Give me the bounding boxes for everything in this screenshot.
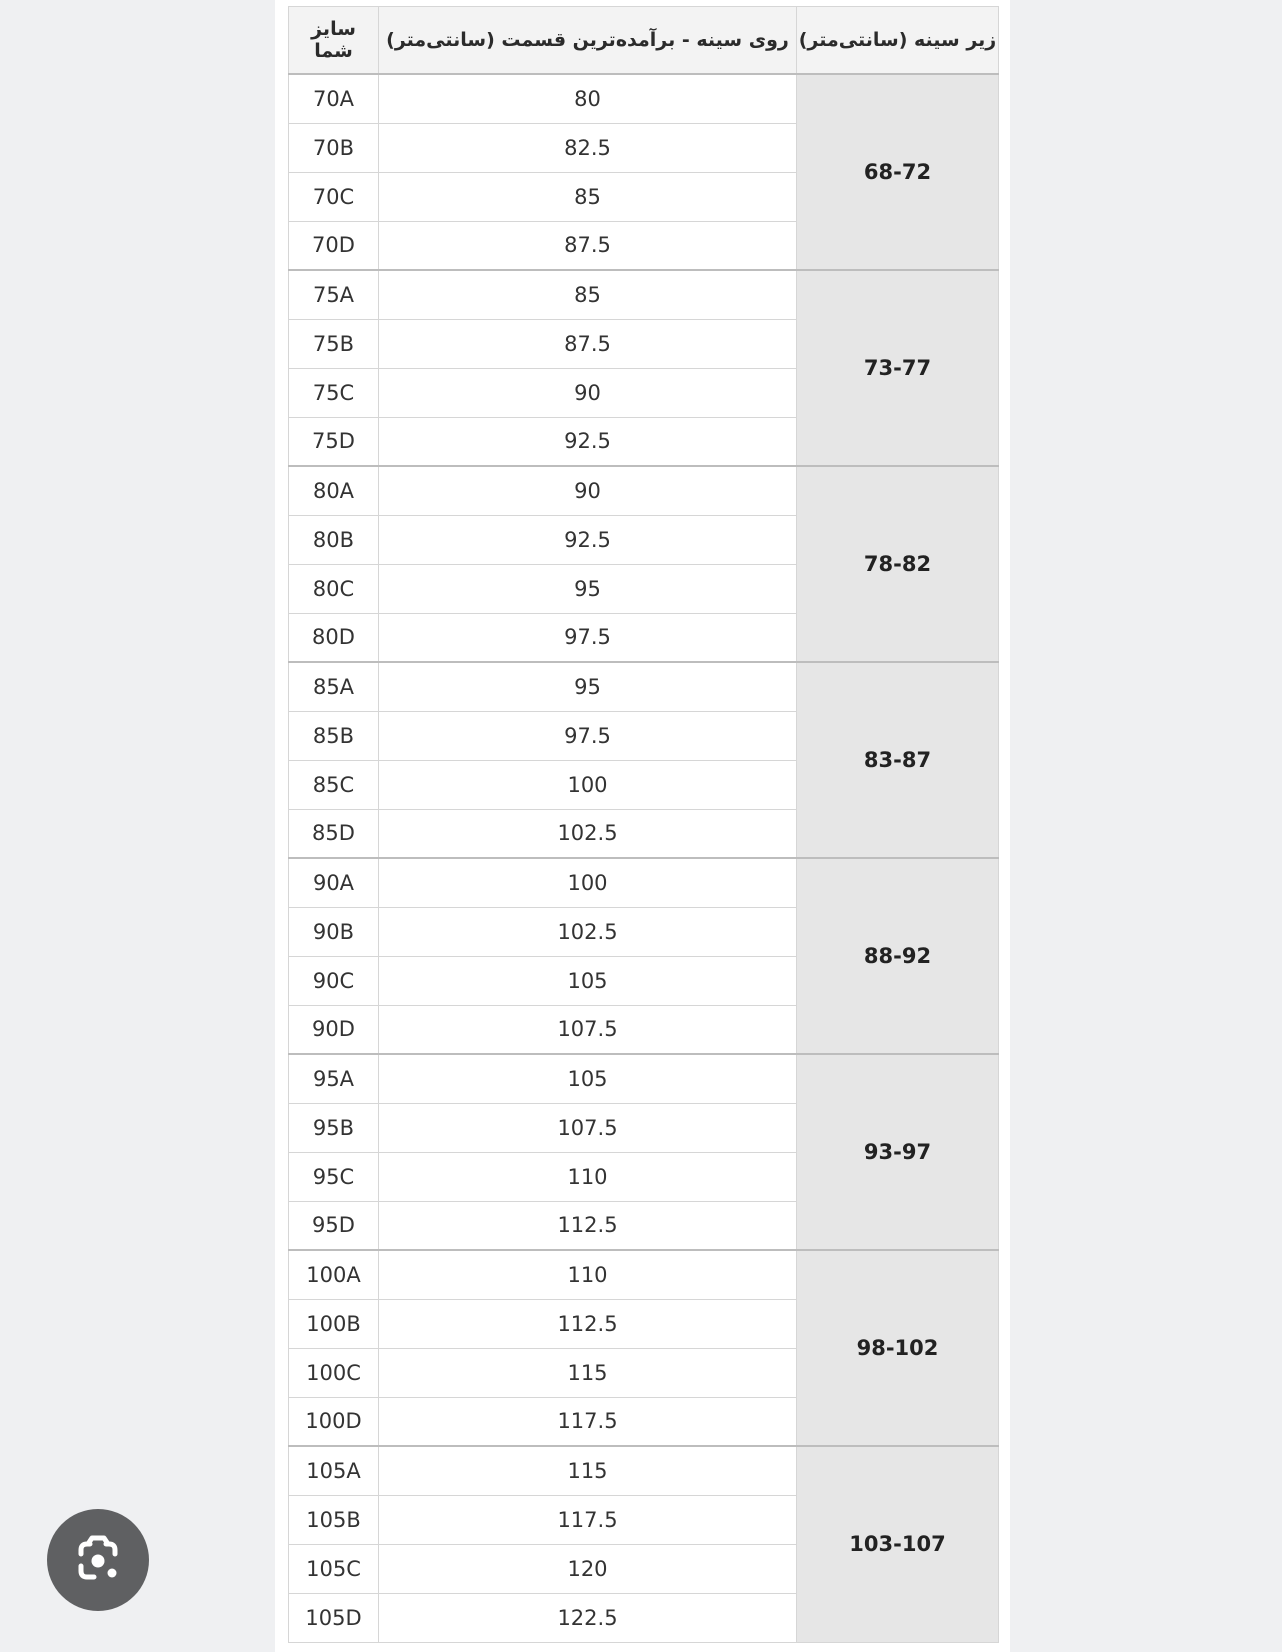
size-cell: 80D: [289, 613, 379, 662]
bust-cell: 85: [379, 270, 797, 319]
bust-cell: 117.5: [379, 1495, 797, 1544]
size-cell: 85C: [289, 760, 379, 809]
header-underbust: زیر سینه (سانتی‌متر): [797, 7, 999, 75]
underbust-cell: 93-97: [797, 1054, 999, 1250]
size-cell: 100D: [289, 1397, 379, 1446]
size-cell: 105A: [289, 1446, 379, 1495]
bust-cell: 107.5: [379, 1005, 797, 1054]
bust-cell: 100: [379, 858, 797, 907]
underbust-cell: 73-77: [797, 270, 999, 466]
size-cell: 100C: [289, 1348, 379, 1397]
table-row: [289, 1054, 999, 1103]
underbust-cell: 98-102: [797, 1250, 999, 1446]
size-cell: 105B: [289, 1495, 379, 1544]
table-row: [289, 662, 999, 711]
size-cell: 70A: [289, 74, 379, 123]
table-header-row: [289, 7, 999, 75]
underbust-cell: 83-87: [797, 662, 999, 858]
size-cell: 105C: [289, 1544, 379, 1593]
bust-cell: 117.5: [379, 1397, 797, 1446]
size-cell: 105D: [289, 1593, 379, 1642]
size-cell: 75A: [289, 270, 379, 319]
bust-cell: 92.5: [379, 515, 797, 564]
size-cell: 95D: [289, 1201, 379, 1250]
size-cell: 100B: [289, 1299, 379, 1348]
size-cell: 80A: [289, 466, 379, 515]
underbust-cell: 103-107: [797, 1446, 999, 1642]
underbust-cell: 88-92: [797, 858, 999, 1054]
underbust-cell: 68-72: [797, 74, 999, 270]
size-cell: 90B: [289, 907, 379, 956]
bust-cell: 115: [379, 1446, 797, 1495]
table-body: [289, 74, 999, 1642]
size-cell: 80B: [289, 515, 379, 564]
size-cell: 90C: [289, 956, 379, 1005]
table-row: [289, 270, 999, 319]
bust-cell: 110: [379, 1152, 797, 1201]
size-cell: 70D: [289, 221, 379, 270]
size-cell: 80C: [289, 564, 379, 613]
bust-cell: 112.5: [379, 1201, 797, 1250]
size-cell: 75C: [289, 368, 379, 417]
bust-cell: 97.5: [379, 613, 797, 662]
table-row: [289, 858, 999, 907]
size-cell: 75D: [289, 417, 379, 466]
bust-cell: 92.5: [379, 417, 797, 466]
bust-cell: 87.5: [379, 221, 797, 270]
bust-cell: 80: [379, 74, 797, 123]
bust-cell: 97.5: [379, 711, 797, 760]
size-cell: 90D: [289, 1005, 379, 1054]
bust-cell: 105: [379, 956, 797, 1005]
size-cell: 100A: [289, 1250, 379, 1299]
bust-cell: 82.5: [379, 123, 797, 172]
bust-cell: 102.5: [379, 907, 797, 956]
size-cell: 95B: [289, 1103, 379, 1152]
header-bust: روی سینه - برآمده‌ترین قسمت (سانتی‌متر): [379, 7, 797, 75]
bust-cell: 90: [379, 466, 797, 515]
bust-cell: 95: [379, 662, 797, 711]
header-size: سایز شما: [289, 7, 379, 75]
lens-search-button[interactable]: [47, 1509, 149, 1611]
bust-cell: 95: [379, 564, 797, 613]
bust-cell: 122.5: [379, 1593, 797, 1642]
bust-cell: 85: [379, 172, 797, 221]
size-cell: 70C: [289, 172, 379, 221]
bust-cell: 112.5: [379, 1299, 797, 1348]
underbust-cell: 78-82: [797, 466, 999, 662]
size-cell: 95A: [289, 1054, 379, 1103]
bust-cell: 110: [379, 1250, 797, 1299]
bust-cell: 105: [379, 1054, 797, 1103]
bust-cell: 100: [379, 760, 797, 809]
bust-cell: 107.5: [379, 1103, 797, 1152]
table-row: [289, 466, 999, 515]
bust-cell: 115: [379, 1348, 797, 1397]
size-chart-table: [288, 6, 999, 1643]
table-row: [289, 74, 999, 123]
size-cell: 90A: [289, 858, 379, 907]
size-cell: 70B: [289, 123, 379, 172]
camera-search-icon: [68, 1534, 128, 1586]
size-cell: 95C: [289, 1152, 379, 1201]
bust-cell: 102.5: [379, 809, 797, 858]
size-cell: 85D: [289, 809, 379, 858]
bust-cell: 120: [379, 1544, 797, 1593]
table-row: [289, 1250, 999, 1299]
size-cell: 75B: [289, 319, 379, 368]
size-cell: 85B: [289, 711, 379, 760]
bust-cell: 87.5: [379, 319, 797, 368]
table-row: [289, 1446, 999, 1495]
bust-cell: 90: [379, 368, 797, 417]
size-cell: 85A: [289, 662, 379, 711]
